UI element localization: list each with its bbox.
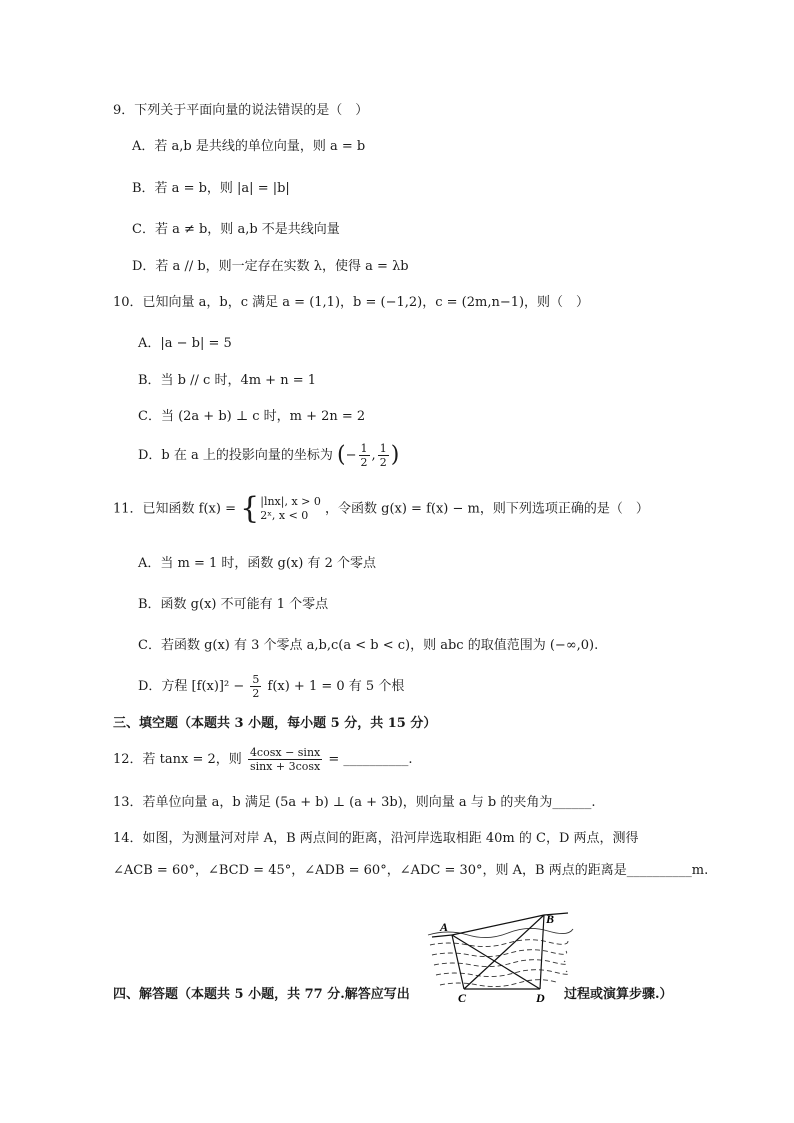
question-10-option-b: B．当 b // c 时，4m + n = 1 [138, 373, 317, 388]
fraction-2: $\frac{1}{2}$ [379, 442, 387, 470]
label-d: D [536, 991, 545, 1005]
question-11-option-b: B．函数 g(x) 不可能有 1 个零点 [138, 597, 329, 612]
question-11-prefix: 11．已知函数 f(x) = [113, 501, 236, 517]
question-11-option-d: D．方程 [f(x)]² − $\frac{5}{2}$ f(x) + 1 = 0 有 5 个根 [138, 673, 405, 701]
label-c: C [458, 991, 467, 1005]
question-9-option-d: D．若 a // b，则一定存在实数 λ，使得 a = λb [132, 259, 409, 274]
question-9-option-c: C．若 a ≠ b，则 a,b 不是共线向量 [132, 222, 340, 237]
label-a: A [440, 920, 449, 934]
question-11-option-a: A．当 m = 1 时，函数 g(x) 有 2 个零点 [138, 556, 377, 571]
question-12: 12．若 tanx = 2，则 $\frac{4\cos x - \sin x}{\sin x + 3\cos x}$ = __________. [113, 746, 413, 774]
section-4-heading-left: 四、解答题（本题共 5 小题，共 77 分.解答应写出 [113, 987, 410, 1002]
question-13: 13．若单位向量 a，b 满足 (5a + b) ⊥ (a + 3b)，则向量 a 与 b 的夹角为______. [113, 795, 596, 810]
question-9-option-b: B．若 a = b，则 |a| = |b| [132, 181, 290, 196]
question-10-option-d-text: D．b 在 a 上的投影向量的坐标为 [138, 448, 333, 464]
question-9-option-a: A．若 a,b 是共线的单位向量，则 a = b [132, 139, 366, 154]
question-10-option-c: C．当 (2a + b) ⊥ c 时，m + 2n = 2 [138, 409, 366, 424]
question-9-stem: 9．下列关于平面向量的说法错误的是（ ） [113, 103, 369, 118]
river-waves [428, 928, 573, 986]
section-3-heading: 三、填空题（本题共 3 小题，每小题 5 分，共 15 分） [113, 716, 437, 731]
question-10-option-d: D．b 在 a 上的投影向量的坐标为 (− $\frac{1}{2}$ , $\frac{1}{2}$ ) [138, 442, 400, 470]
piecewise-function: |lnx|, x > 0 2ˣ, x < 0 [260, 495, 321, 522]
label-b: B [546, 912, 555, 926]
fraction-5-2: $\frac{5}{2}$ [252, 673, 260, 701]
question-11-stem: 11．已知函数 f(x) = { |lnx|, x > 0 2ˣ, x < 0 ，令函数 g(x) = f(x) − m，则下列选项正确的是（ ） [113, 491, 649, 526]
fraction-1: $\frac{1}{2}$ [360, 442, 368, 470]
question-14-line-2: ∠ACB = 60°，∠BCD = 45°，∠ADB = 60°，∠ADC = 30°，则 A，B 两点的距离是__________m. [113, 863, 709, 878]
section-4-heading-right: 过程或演算步骤.） [564, 987, 673, 1002]
question-10-option-a: A．|a − b| = 5 [138, 336, 232, 351]
question-11-option-c: C．若函数 g(x) 有 3 个零点 a,b,c(a < b < c)，则 abc 的取值范围为 (−∞,0). [138, 638, 599, 653]
question-10-stem: 10．已知向量 a，b，c 满足 a = (1,1)，b = (−1,2)，c = (2m,n−1)，则（ ） [113, 295, 590, 310]
trig-fraction: $\frac{4\cos x - \sin x}{\sin x + 3\cos x}$ [249, 746, 321, 774]
question-11-suffix: ，令函数 g(x) = f(x) − m，则下列选项正确的是（ ） [325, 501, 649, 517]
question-14-line-1: 14．如图，为测量河对岸 A，B 两点间的距离，沿河岸选取相距 40m 的 C，D 两点，测得 [113, 831, 639, 846]
river-measurement-diagram [418, 903, 578, 1008]
